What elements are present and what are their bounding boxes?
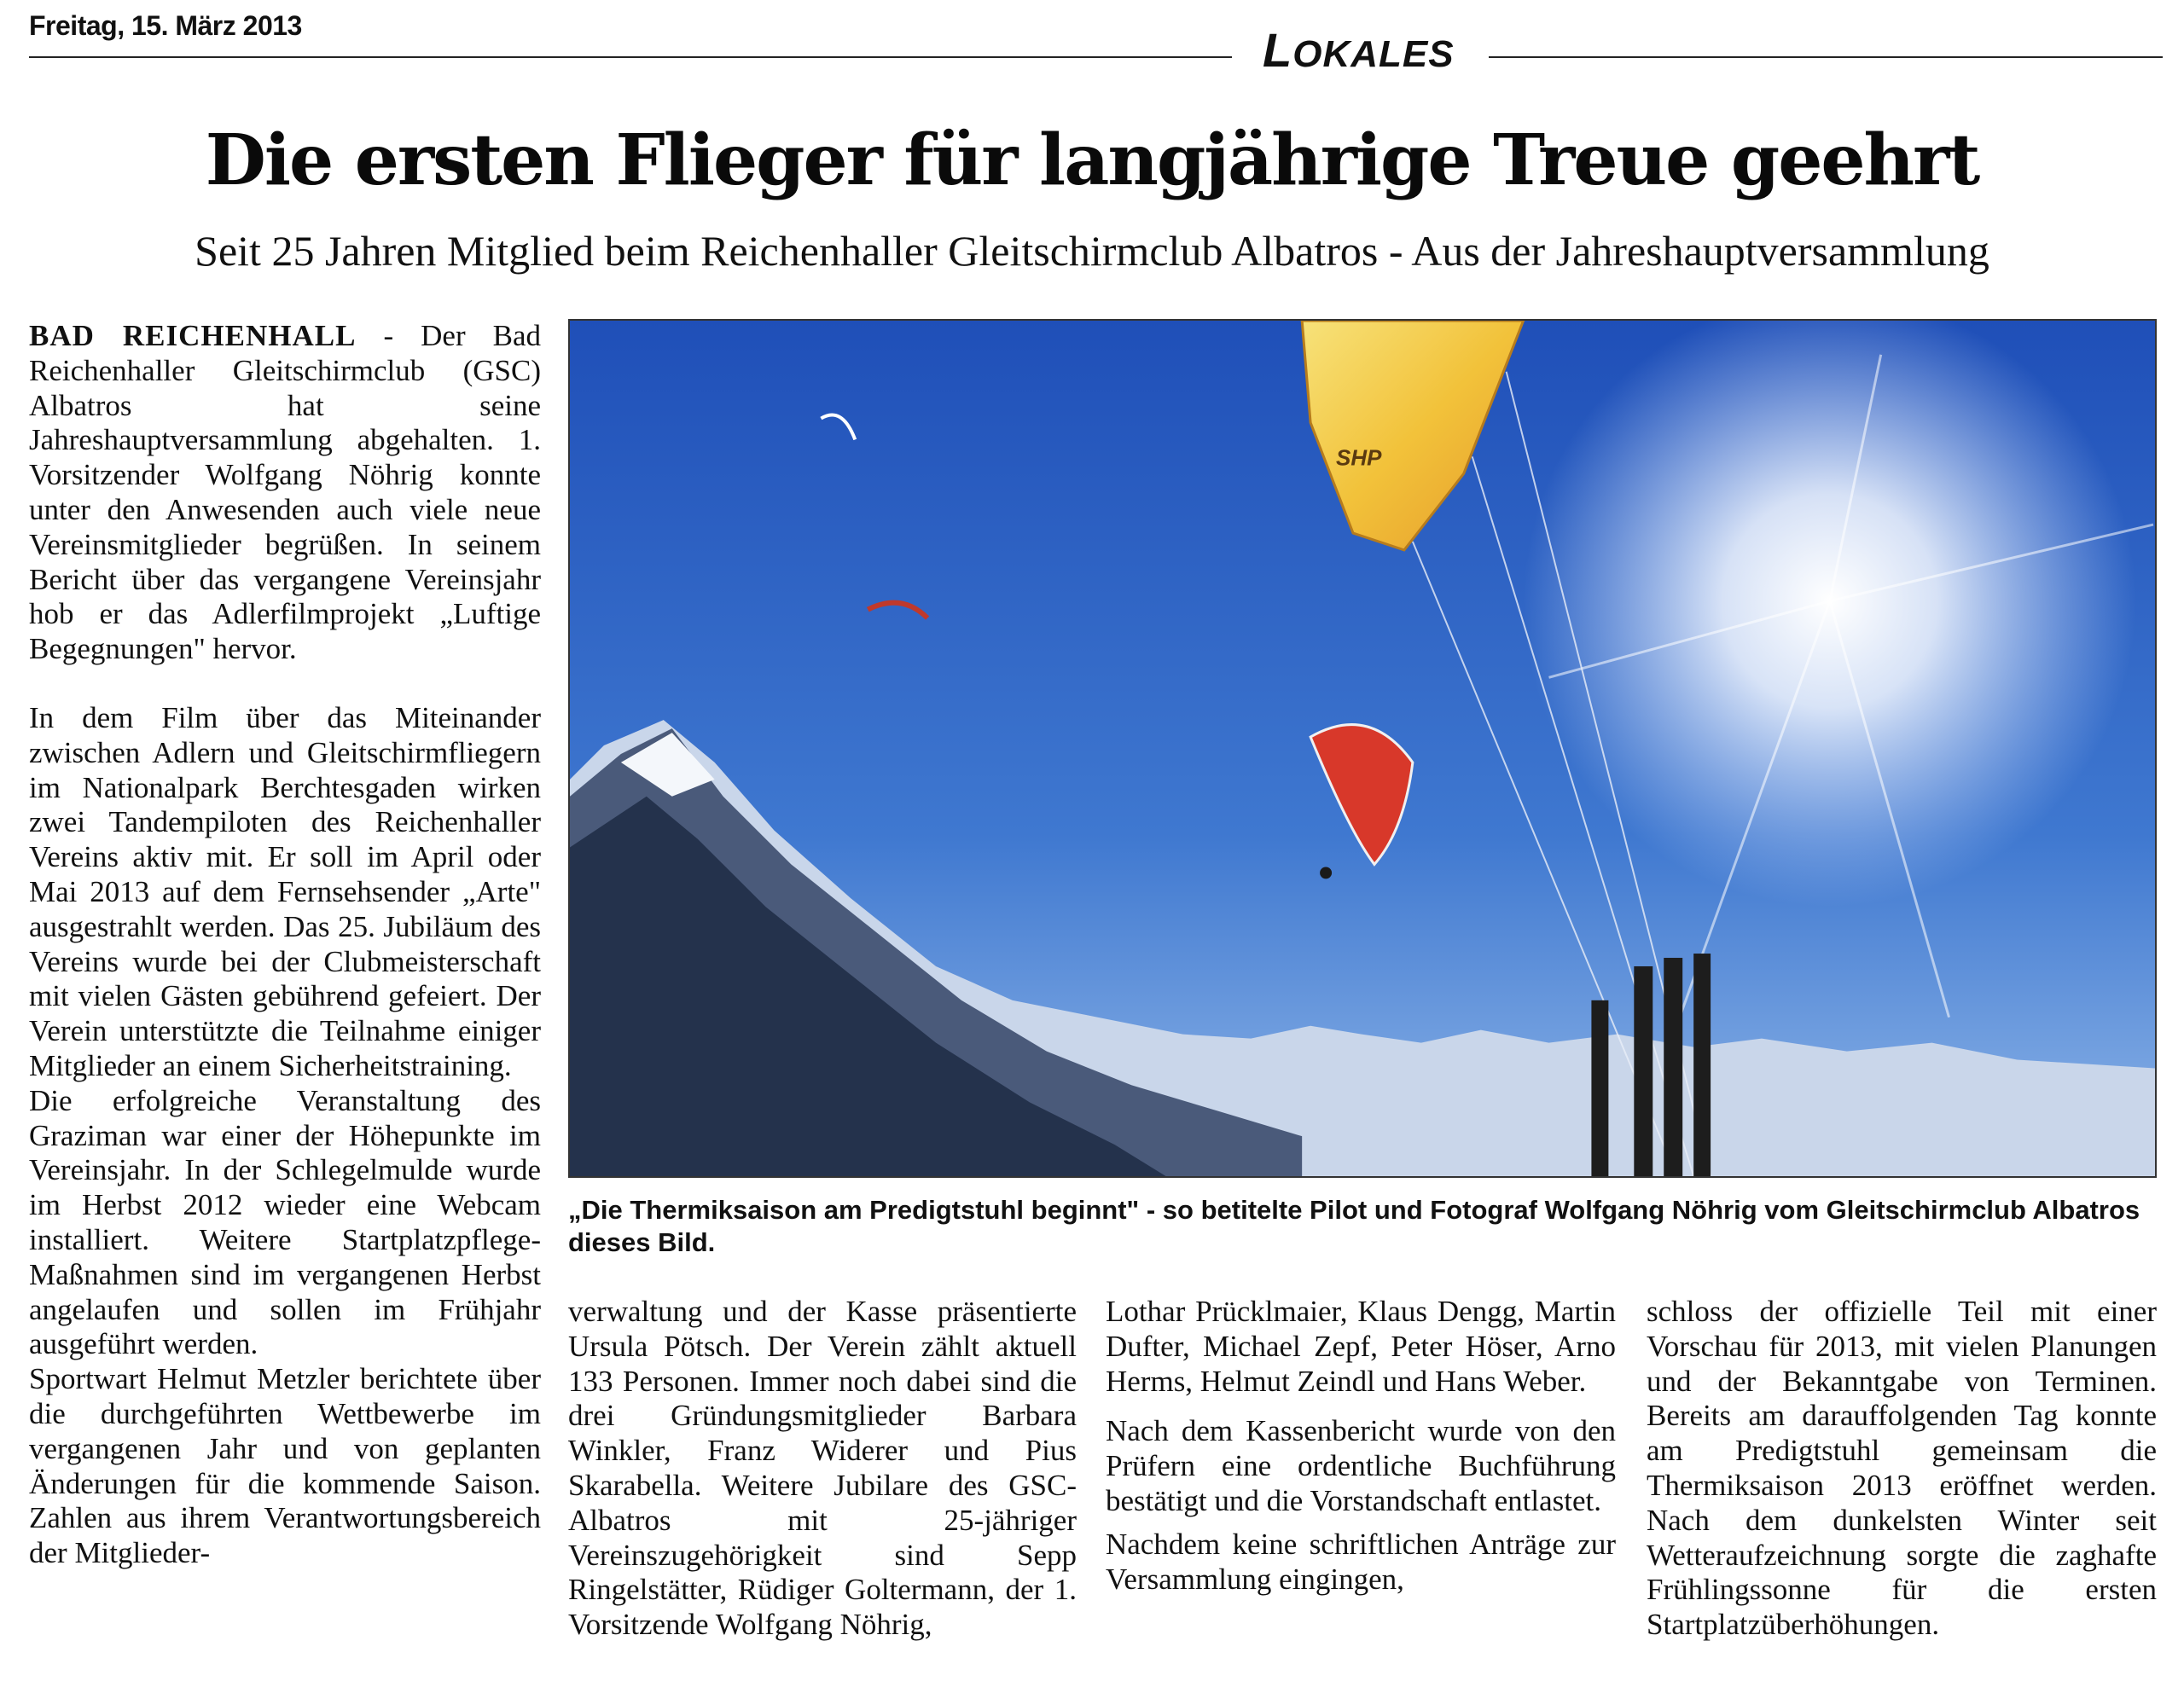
headline: Die ersten Flieger für langjährige Treue geehrt bbox=[205, 119, 1979, 201]
paragraph: verwaltung und der Kasse präsentierte Ursula Pötsch. Der Verein zählt aktuell 133 Personen. Immer noch dabei sind die drei Gründungsmitglieder Barbara Winkler, Franz Widerer und Pius Skarabella. Weitere Jubilare des GSC-Albatros mit 25-jähriger Vereinszugehörigkeit sind Sepp Ringelstätter, Rüdiger Goltermann, der 1. Vorsitzende Wolfgang Nöhrig, bbox=[568, 1295, 1077, 1642]
article-column-4 bbox=[1647, 1295, 2157, 1643]
photo-illustration bbox=[570, 321, 2155, 1176]
paragraph: Nachdem keine schriftlichen Anträge zur Versammlung eingingen, bbox=[1106, 1527, 1616, 1596]
article-column-2 bbox=[568, 1295, 1077, 1643]
place-name: BAD REICHENHALL bbox=[29, 319, 357, 352]
paragraph: Sportwart Helmut Metzler berichtete über die durchgeführten Wettbewerbe im vergangenen Jahr und von geplanten Änderungen für die kommende Saison. Zahlen aus ihrem Verantwortungsbereich der Mitglieder- bbox=[29, 1362, 541, 1570]
pilot bbox=[1320, 867, 1332, 878]
header-rule-left bbox=[29, 56, 1232, 58]
dateline: Freitag, 15. März 2013 bbox=[29, 10, 302, 41]
wing-print: SHP bbox=[1336, 446, 1382, 471]
lead-text: - Der Bad Reichenhaller Gleitschirmclub (GSC) Albatros hat seine Jahreshauptversammlung abgehalten. 1. Vorsitzender Wolfgang Nöhrig konnte unter den Anwesenden auch viele neue Vereinsmitglieder begrüßen. In seinem Bericht über das vergangene Vereinsjahr hob er das Adlerfilmprojekt „Luftige Begegnungen" hervor. bbox=[29, 319, 541, 666]
section-rest: OKALES bbox=[1292, 33, 1455, 75]
article-column-1 bbox=[29, 319, 541, 1571]
section-initial: L bbox=[1263, 23, 1293, 77]
paragraph: In dem Film über das Miteinander zwischen Adlern und Gleitschirmfliegern im Nationalpark Berchtesgaden wirken zwei Tandempiloten des Reichenhaller Vereins aktiv mit. Er soll im April oder Mai 2013 auf dem Fernsehsender „Arte" ausgestrahlt werden. Das 25. Jubiläum des Vereins wurde bei der Clubmeisterschaft mit vielen Gästen gebührend gefeiert. Der Verein unterstützte die Teilnahme einiger Mitglieder an einem Sicherheitstraining. bbox=[29, 700, 541, 1082]
paragraph: Nach dem Kassenbericht wurde von den Prüfern eine ordentliche Buchführung bestätigt und die Vorstandschaft entlastet. bbox=[1106, 1414, 1616, 1517]
section-label bbox=[1263, 22, 1455, 78]
subheadline: Seit 25 Jahren Mitglied beim Reichenhaller Gleitschirmclub Albatros - Aus der Jahreshauptversammlung bbox=[195, 227, 1989, 275]
paragraph: Die erfolgreiche Veranstaltung des Graziman war einer der Höhepunkte im Vereinsjahr. In der Schlegelmulde wurde im Herbst 2012 wieder eine Webcam installiert. Weitere Startplatzpflege-Maßnahmen sind im vergangenen Herbst angelaufen und sollen im Frühjahr ausgeführt werden. bbox=[29, 1083, 541, 1361]
paragraph: Lothar Prücklmaier, Klaus Dengg, Martin Dufter, Michael Zepf, Peter Höser, Arno Herms, Helmut Zeindl und Hans Weber. bbox=[1106, 1295, 1616, 1398]
paragraph: schloss der offizielle Teil mit einer Vorschau für 2013, mit vielen Planungen und der Bekanntgabe von Terminen. Bereits am darauffolgenden Tag konnte am Predigtstuhl gemeinsam die Thermiksaison 2013 eröffnet werden. Nach dem dunkelsten Winter seit Wetteraufzeichnung sorgte die zaghafte Frühlingssonne für die ersten Startplatzüberhöhungen. bbox=[1647, 1295, 2157, 1642]
paragraph-lead bbox=[29, 319, 541, 667]
paragliding-photo bbox=[568, 319, 2157, 1178]
photo-caption: „Die Thermiksaison am Predigtstuhl beginnt" - so betitelte Pilot und Fotograf Wolfgang Nöhrig vom Gleitschirmclub Albatros dieses Bild. bbox=[568, 1195, 2140, 1257]
article-column-3 bbox=[1106, 1295, 1616, 1597]
header-rule-right bbox=[1489, 56, 2163, 58]
sun-glare bbox=[1524, 321, 2136, 907]
